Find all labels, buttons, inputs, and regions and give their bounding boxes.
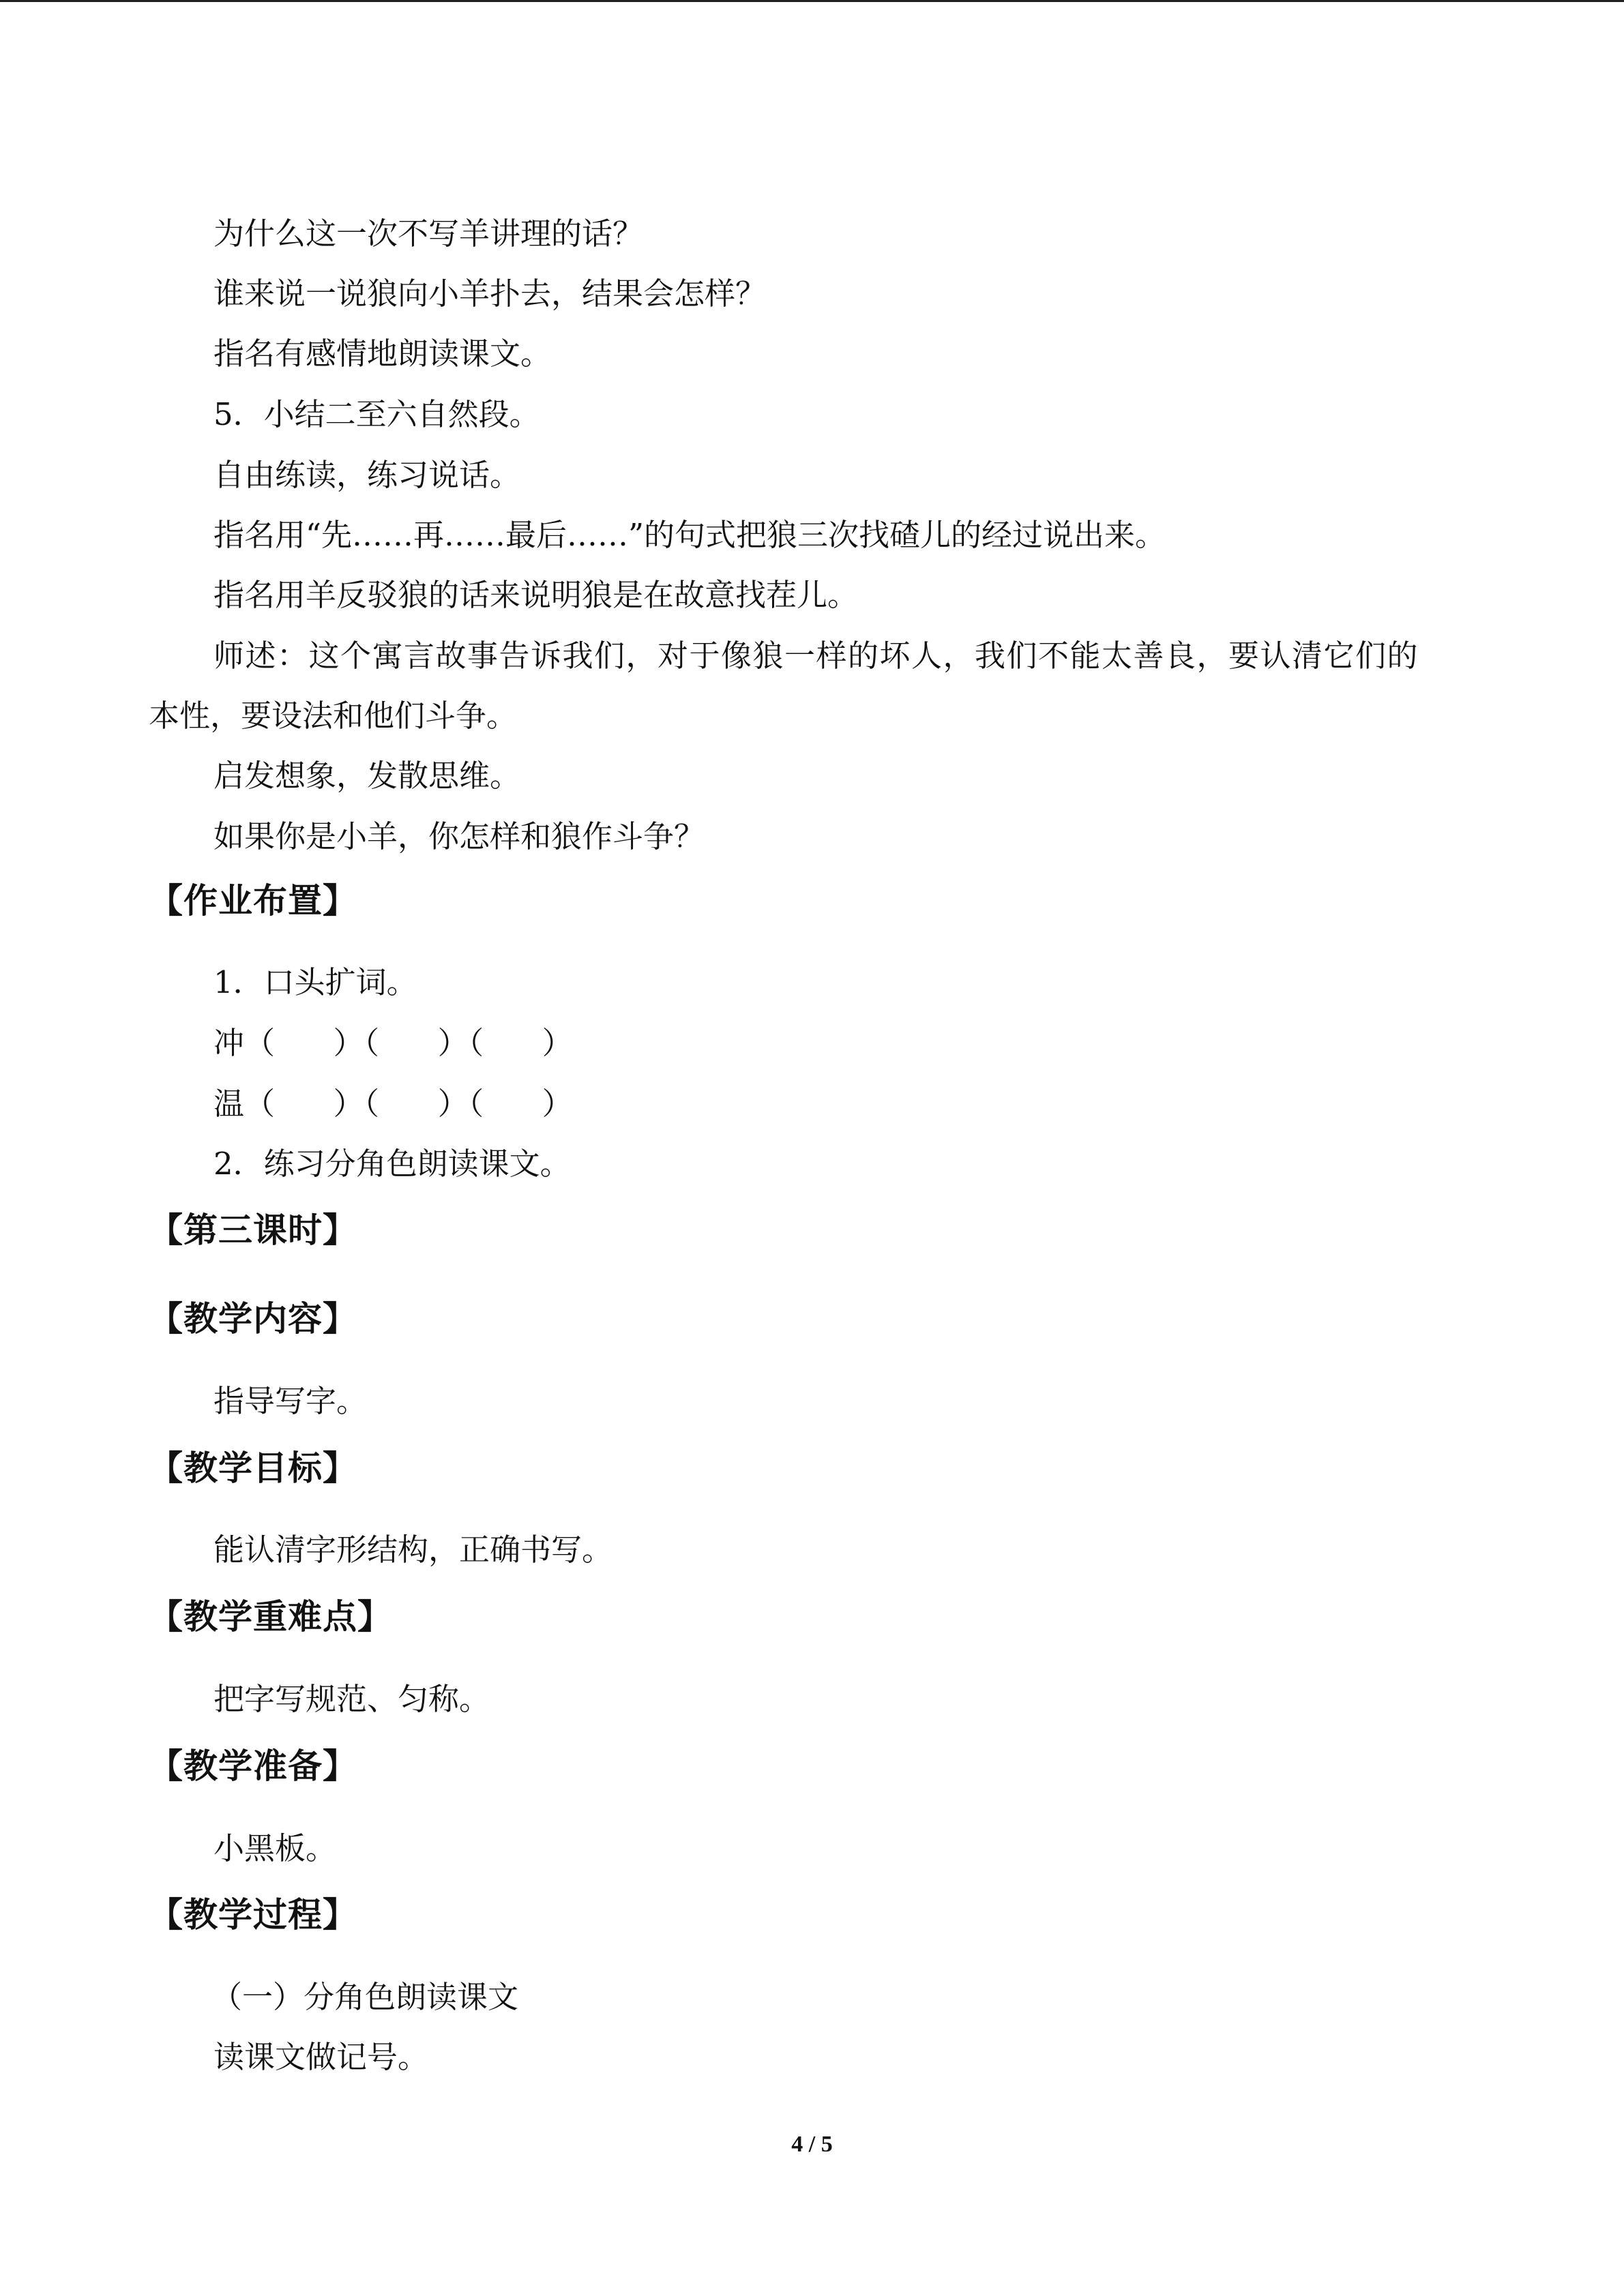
close-paren: ）: [437, 1025, 469, 1061]
paragraph-line: 谁来说一说狼向小羊扑去，结果会怎样？: [213, 275, 767, 312]
close-paren: ）: [437, 1086, 469, 1122]
page-top-border: [0, 0, 1624, 2]
section-heading-preparation: 【教学准备】: [149, 1746, 357, 1786]
section-body: 把字写规范、匀称。: [213, 1681, 490, 1717]
section-heading-key-points: 【教学重难点】: [149, 1596, 392, 1637]
open-paren: （: [364, 1086, 380, 1122]
homework-item: 1．口头扩词。: [213, 964, 417, 1000]
paragraph-line: 5．小结二至六自然段。: [213, 396, 540, 432]
section-body: 指导写字。: [213, 1383, 368, 1419]
section-heading-goal: 【教学目标】: [149, 1448, 357, 1488]
section-heading-lesson-3: 【第三课时】: [149, 1210, 357, 1250]
close-paren: ）: [333, 1025, 364, 1061]
open-paren: （: [364, 1025, 380, 1061]
target-character: 温: [213, 1086, 245, 1122]
section-heading-process: 【教学过程】: [149, 1894, 357, 1935]
paragraph-line: 自由练读，练习说话。: [213, 457, 521, 493]
close-paren: ）: [542, 1086, 573, 1122]
section-heading-homework: 【作业布置】: [149, 880, 357, 921]
paragraph-line: 如果你是小羊，你怎样和狼作斗争？: [213, 818, 705, 854]
process-step-detail: 读课文做记号。: [213, 2039, 429, 2075]
section-body: 能认清字形结构，正确书写。: [213, 1532, 613, 1568]
homework-item: 2．练习分角色朗读课文。: [213, 1146, 571, 1182]
open-paren: （: [468, 1086, 484, 1122]
open-paren: （: [244, 1086, 276, 1122]
process-step: （一）分角色朗读课文: [211, 1979, 519, 2015]
section-body: 小黑板。: [213, 1830, 337, 1866]
paragraph-line: 指名用“先……再……最后……”的句式把狼三次找碴儿的经过说出来。: [213, 517, 1166, 553]
close-paren: ）: [333, 1086, 364, 1122]
paragraph-line: 为什么这一次不写羊讲理的话？: [213, 215, 644, 252]
paragraph-line: 师述：这个寓言故事告诉我们，对于像狼一样的坏人，我们不能太善良，要认清它们的: [213, 638, 1419, 674]
paragraph-line: 本性，要设法和他们斗争。: [149, 698, 518, 734]
page-number: 4 / 5: [791, 2132, 833, 2157]
close-paren: ）: [542, 1025, 573, 1061]
open-paren: （: [468, 1025, 484, 1061]
word-expansion-row-chong: [213, 1023, 573, 1064]
target-character: 冲: [213, 1025, 245, 1061]
paragraph-line: 启发想象，发散思维。: [213, 758, 521, 794]
word-expansion-row-wen: [213, 1084, 573, 1124]
open-paren: （: [244, 1025, 276, 1061]
section-heading-content: 【教学内容】: [149, 1298, 357, 1339]
paragraph-line: 指名有感情地朗读课文。: [213, 336, 552, 372]
paragraph-line: 指名用羊反驳狼的话来说明狼是在故意找茬儿。: [213, 577, 859, 613]
